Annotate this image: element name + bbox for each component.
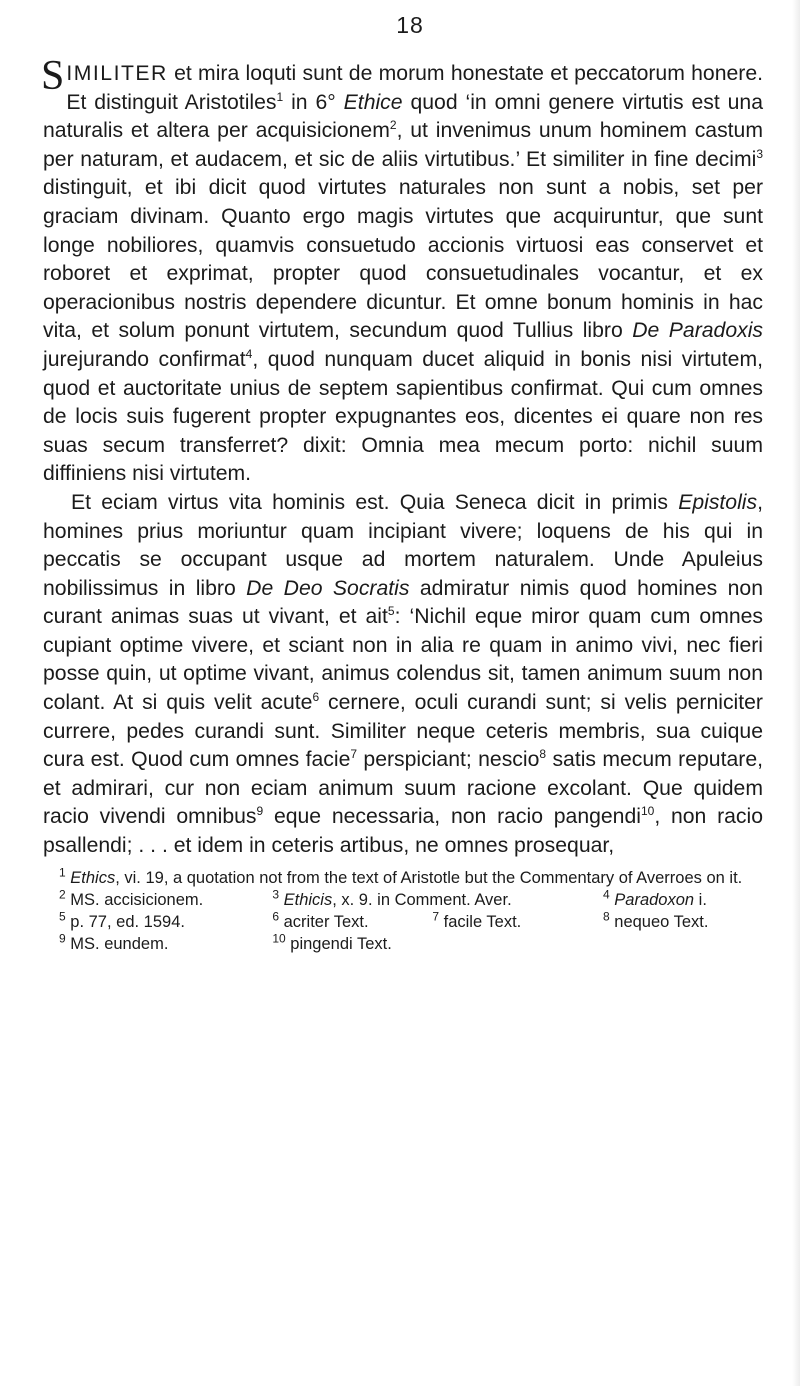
footnote-text: pingendi Text. xyxy=(290,934,392,953)
footnote-text: MS. eundem. xyxy=(70,934,169,953)
footnote-line xyxy=(43,933,763,955)
text-run: quod ‘in omni genere virtutis est una naturalis et altera per acquisicionem xyxy=(43,90,763,143)
drop-cap: S xyxy=(41,53,65,99)
italic-title: Ethice xyxy=(343,90,403,114)
text-run: et mira loquti sunt de morum honestate et peccatorum honere. Et distinguit Aristotiles xyxy=(66,62,763,114)
footnote-mark: 1 xyxy=(59,865,66,880)
text-run: Et eciam virtus vita hominis est. Quia Seneca dicit in primis xyxy=(71,490,679,514)
footnotes xyxy=(43,867,763,955)
footnote-italic: Ethics xyxy=(70,868,116,887)
page xyxy=(43,10,763,955)
footnote-mark: 6 xyxy=(272,909,280,924)
footnote-ref: 10 xyxy=(640,804,655,819)
footnote-ref: 3 xyxy=(756,146,763,161)
footnote-text: i. xyxy=(694,890,707,909)
opening-word: IMILITER xyxy=(66,62,168,85)
footnote-ref: 7 xyxy=(350,747,358,762)
text-run: : ‘Nichil eque miror quam cum omnes cupiant optime vivere, et sciant non in alia re quam in animo vivi, nec fieri posse quin, ut optime vivant, animus colendus sit, tamen animum suum non colant. At si quis velit acute xyxy=(43,605,763,715)
footnote-7 xyxy=(432,911,603,933)
footnote-ref: 4 xyxy=(245,346,253,361)
paragraph-1 xyxy=(41,53,764,489)
page-edge-shadow xyxy=(792,0,800,1386)
footnote-italic: Paradoxon xyxy=(614,890,695,909)
text-run: , ut invenimus unum hominem castum per naturam, et audacem, et sic de aliis virtutibus.’ Et similiter in fine decimi xyxy=(43,119,763,171)
footnote-8 xyxy=(603,911,763,933)
text-run: , homines prius moriuntur quam incipiant vivere; loquens de his qui in peccatis se occupant usque ad mortem naturalem. Unde Apuleius nobilissimus in libro xyxy=(43,490,763,600)
footnote-text: facile Text. xyxy=(443,912,522,931)
footnote-line xyxy=(43,911,763,933)
text-run: eque necessaria, non racio pangendi xyxy=(263,805,641,829)
footnote-mark: 4 xyxy=(603,887,610,902)
footnote-text: acriter Text. xyxy=(283,912,369,931)
footnote-2 xyxy=(43,889,272,911)
italic-title: De Deo Socratis xyxy=(246,576,410,600)
text-run: cernere, oculi curandi sunt; si velis perniciter currere, pedes curandi sunt. Similiter neque ceteris membris, sua cuique cura est. Quod cum omnes facie xyxy=(43,691,763,772)
footnote-4 xyxy=(603,889,763,911)
text-run: perspiciant; nescio xyxy=(357,748,540,772)
footnote-6 xyxy=(272,911,432,933)
footnote-text: , vi. 19, a quotation not from the text of Aristotle but the Commentary of Averroes on it. xyxy=(115,868,743,887)
footnote-9 xyxy=(43,933,272,955)
footnote-1 xyxy=(43,867,763,889)
text-run: distinguit, et ibi dicit quod virtutes naturales non sunt a nobis, set per graciam divinam. Quanto ergo magis virtutes que acquiruntur, que sunt longe nobiliores, quamvis consuetudo accionis virtuosi eas conservet et roboret et exprimat, propter quod consuetudinales vocantur, et ex operacionibus nostris dependere dicuntur. Et omne bonum hominis in hac vita, et solum ponunt virtutem, secundum quod Tullius libro xyxy=(43,176,763,343)
footnote-mark: 3 xyxy=(272,887,280,902)
text-run: admiratur nimis quod homines non curant animas suas ut vivant, et ait xyxy=(43,576,764,629)
footnote-line xyxy=(43,889,763,911)
footnote-3 xyxy=(272,889,603,911)
italic-title: Epistolis xyxy=(678,490,758,514)
footnote-text: MS. accisicionem. xyxy=(70,890,204,909)
footnote-ref: 6 xyxy=(312,690,320,704)
footnote-text: nequeo Text. xyxy=(614,912,709,931)
text-run: in 6° xyxy=(283,90,344,114)
text-run: satis mecum reputare, et admirari, cur non eciam animum suum racione excolant. Que quidem racio vivendi omnibus xyxy=(43,748,763,829)
footnote-ref: 9 xyxy=(256,804,264,819)
footnote-text: p. 77, ed. 1594. xyxy=(70,912,185,931)
footnote-ref: 2 xyxy=(389,118,397,133)
footnote-ref: 5 xyxy=(387,604,395,619)
body-text xyxy=(41,53,764,861)
footnote-mark: 2 xyxy=(59,887,66,902)
text-run: , quod nunquam ducet aliquid in bonis nisi virtutem, quod et auctoritate unius de septem sapientibus confirmat. Qui cum omnes de locis suis fugerent propter expugnantes eos, dicentes ei quare non res suas secum transferret? dixit: Omnia mea mecum porto: nichil suum diffiniens nisi virtutem. xyxy=(43,347,764,486)
footnote-text: , x. 9. in Comment. Aver. xyxy=(332,890,512,909)
footnote-10 xyxy=(272,933,763,955)
text-run: , non racio psallendi; . . . et idem in ceteris artibus, ne omnes prosequar, xyxy=(43,805,763,858)
footnote-mark: 7 xyxy=(432,909,440,924)
footnote-ref: 8 xyxy=(539,747,547,762)
paragraph-2 xyxy=(43,489,763,861)
footnote-mark: 9 xyxy=(59,931,66,946)
text-run: jurejurando confirmat xyxy=(43,347,246,371)
footnote-ref: 1 xyxy=(276,89,284,104)
footnote-italic: Ethicis xyxy=(283,890,333,909)
italic-title: De Paradoxis xyxy=(632,319,763,343)
footnote-mark: 10 xyxy=(272,931,286,946)
page-number: 18 xyxy=(396,12,424,38)
footnote-mark: 8 xyxy=(603,909,610,924)
footnote-mark: 5 xyxy=(59,909,66,924)
footnote-5 xyxy=(43,911,272,933)
